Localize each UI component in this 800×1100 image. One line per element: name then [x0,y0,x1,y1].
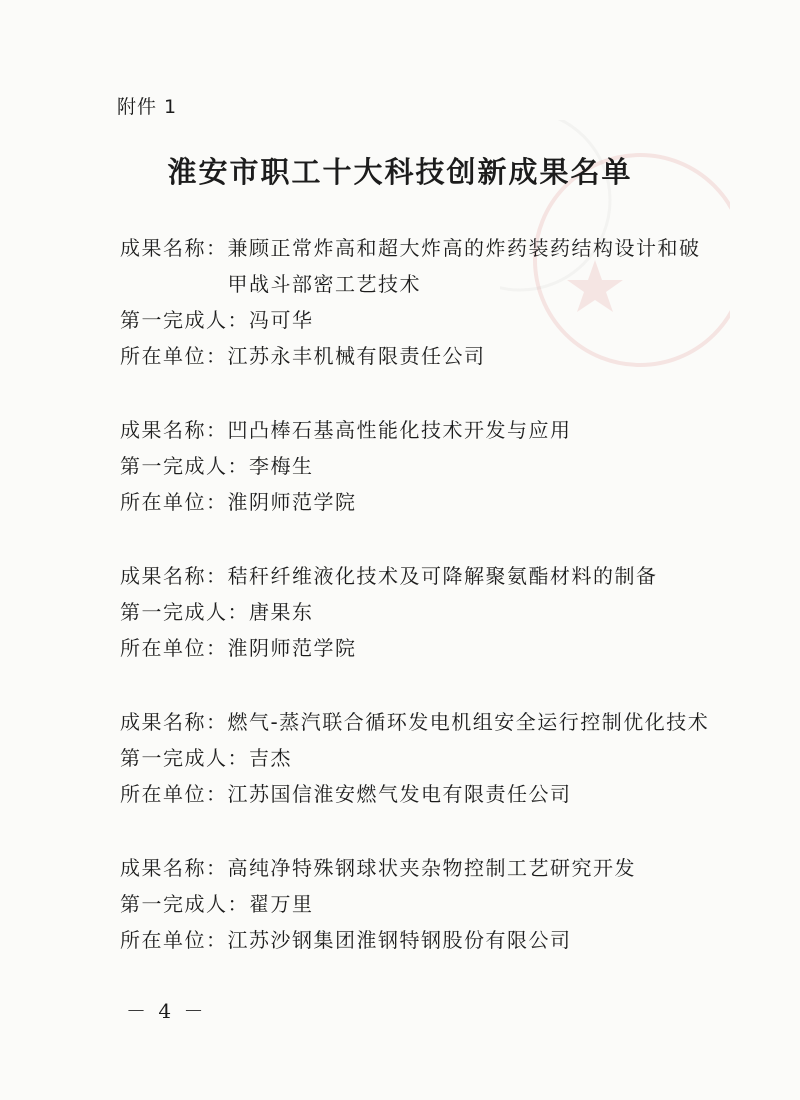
unit-label: 所在单位： [120,928,228,952]
page-number: － 4 － [126,999,207,1023]
achievement-list [120,230,720,958]
first-completer: 冯可华 [249,308,314,332]
affiliation: 江苏永丰机械有限责任公司 [227,344,486,368]
name-label: 成果名称： [120,418,228,442]
name-label: 成果名称： [120,856,228,880]
achievement-name: 高纯净特殊钢球状夹杂物控制工艺研究开发 [227,856,636,880]
unit-label: 所在单位： [120,344,228,368]
name-label: 成果名称： [120,236,228,260]
name-label: 成果名称： [120,710,228,734]
affiliation: 江苏沙钢集团淮钢特钢股份有限公司 [227,928,572,952]
affiliation: 淮阴师范学院 [227,490,357,514]
affiliation: 淮阴师范学院 [227,636,357,660]
person-label: 第一完成人： [120,308,249,332]
achievement-name: 燃气-蒸汽联合循环发电机组安全运行控制优化技术 [227,710,710,734]
first-completer: 李梅生 [249,454,314,478]
person-label: 第一完成人： [120,454,249,478]
unit-label: 所在单位： [120,782,228,806]
achievement-entry-4 [120,704,720,812]
unit-label: 所在单位： [120,490,228,514]
achievement-name: 兼顾正常炸高和超大炸高的炸药装药结构设计和破 甲战斗部密工艺技术 [227,236,701,296]
person-label: 第一完成人： [120,600,249,624]
achievement-entry-2 [120,412,720,520]
document-title: 淮安市职工十大科技创新成果名单 [167,155,633,189]
first-completer: 吉杰 [249,746,292,770]
achievement-name: 凹凸棒石基高性能化技术开发与应用 [227,418,572,442]
first-completer: 翟万里 [249,892,314,916]
achievement-entry-5 [120,850,720,958]
person-label: 第一完成人： [120,892,249,916]
person-label: 第一完成人： [120,746,249,770]
name-label: 成果名称： [120,564,228,588]
achievement-entry-1 [120,230,720,374]
affiliation: 江苏国信淮安燃气发电有限责任公司 [227,782,572,806]
achievement-entry-3 [120,558,720,666]
first-completer: 唐果东 [249,600,314,624]
achievement-name: 秸秆纤维液化技术及可降解聚氨酯材料的制备 [227,564,658,588]
unit-label: 所在单位： [120,636,228,660]
attachment-label: 附件 1 [117,96,178,118]
